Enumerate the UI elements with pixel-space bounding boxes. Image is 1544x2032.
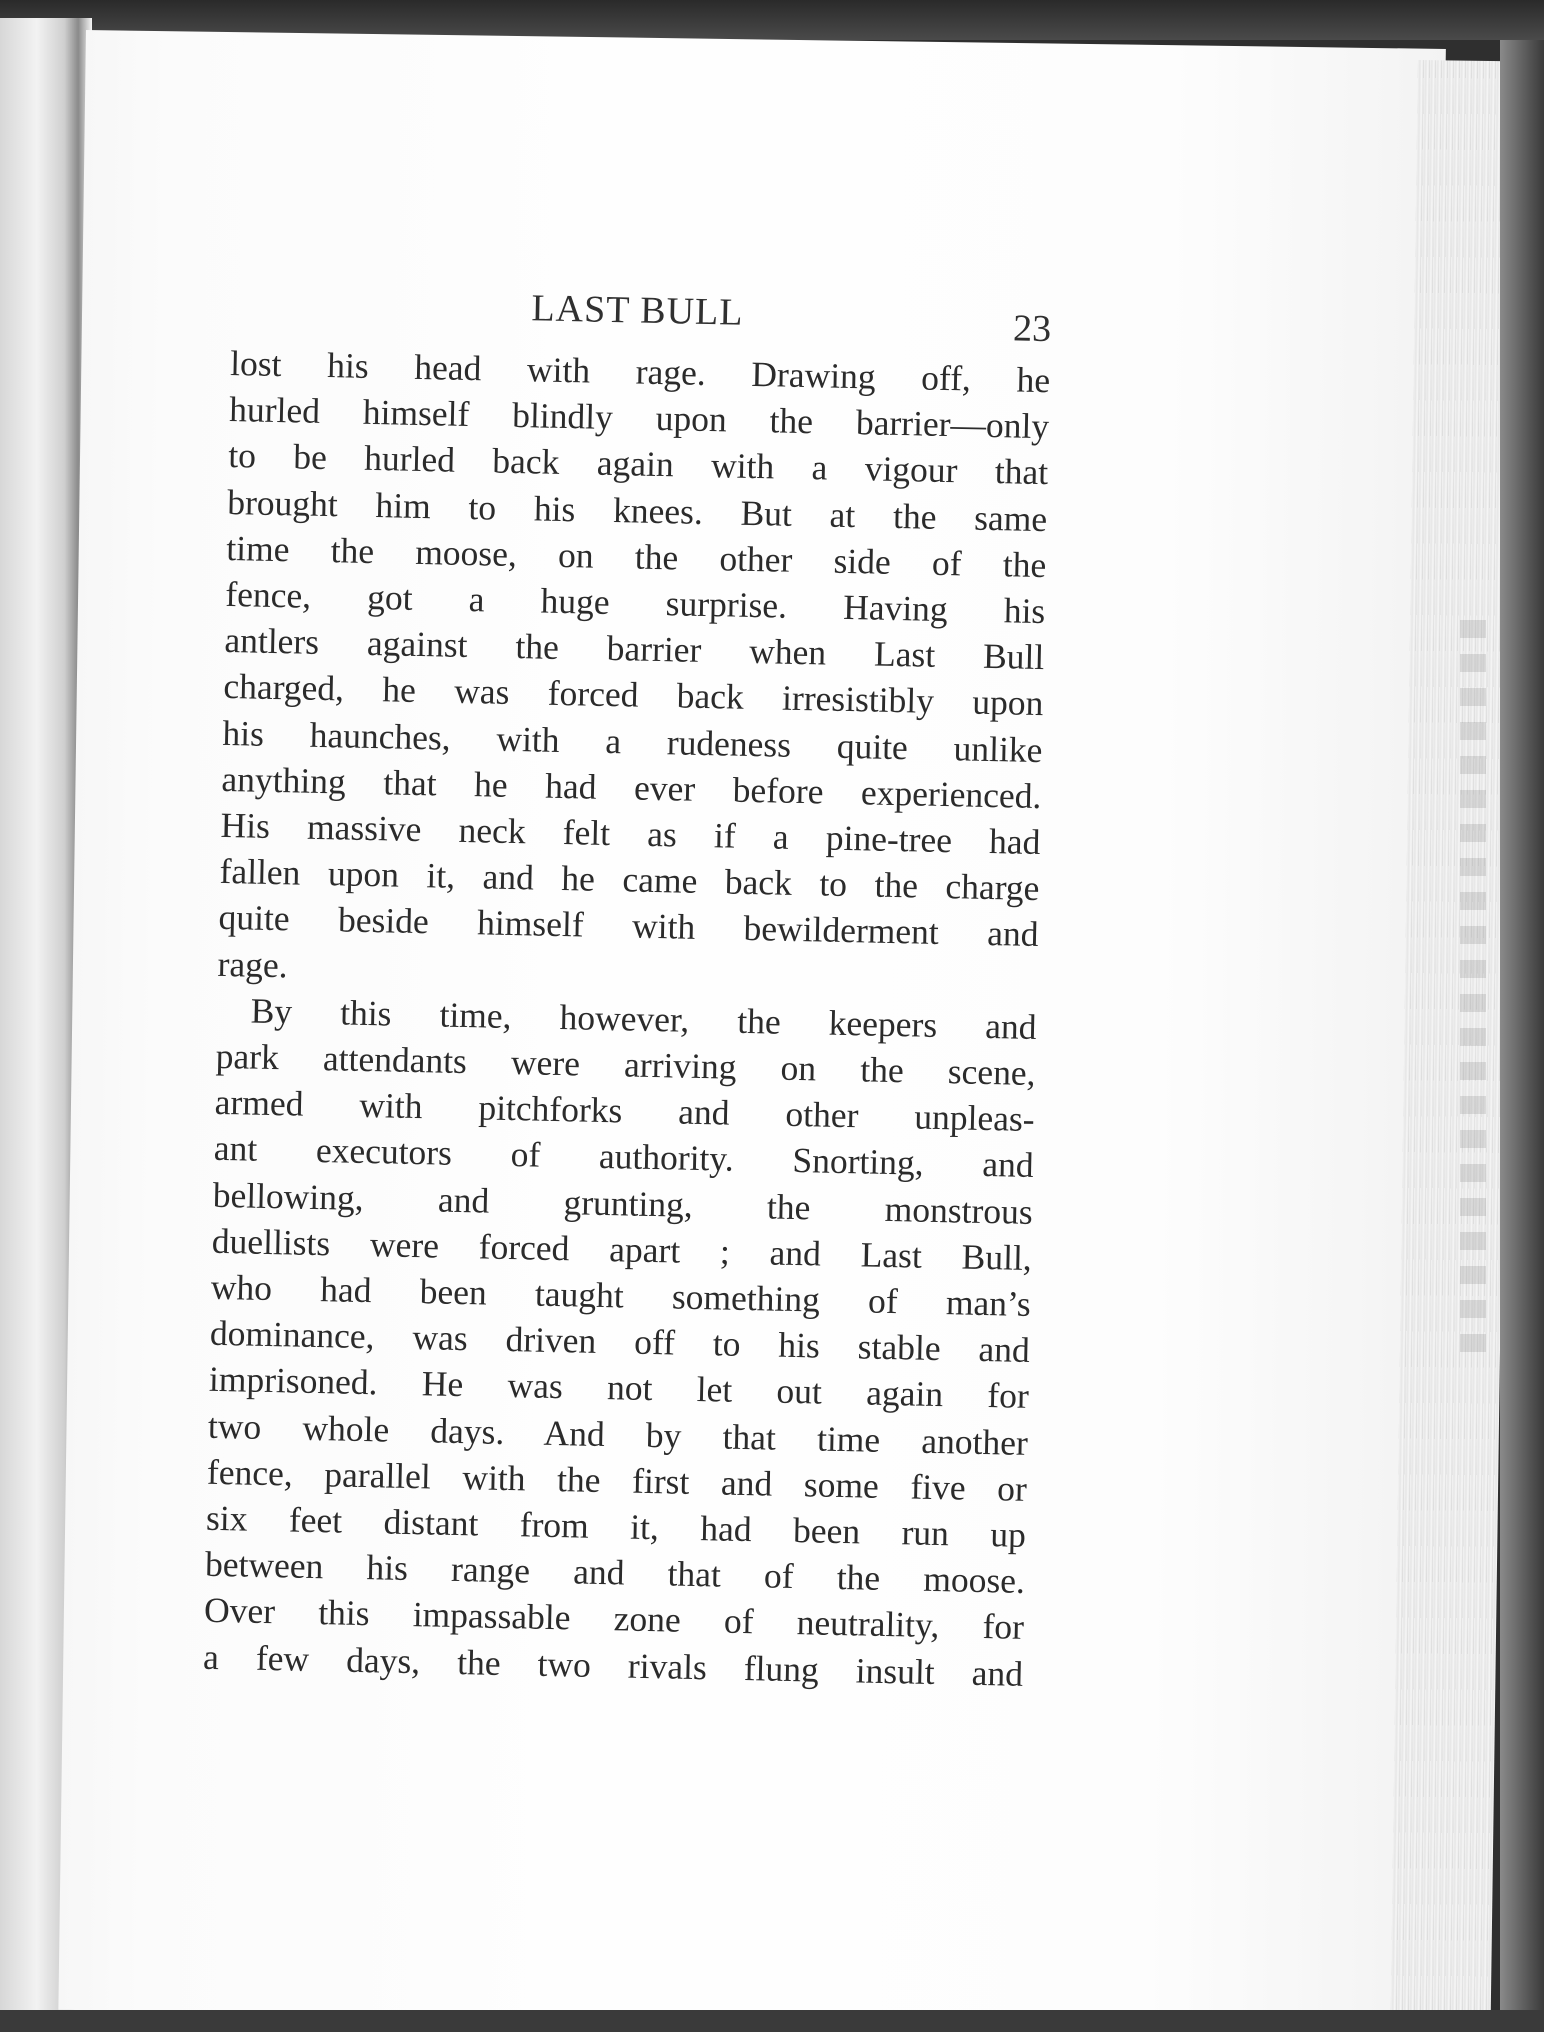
- text-line: to be hurled back again with a vigour that: [227, 435, 1049, 493]
- text-line: dominance, was driven off to his stable and: [209, 1313, 1031, 1371]
- text-line: fence, got a huge surprise. Having his: [225, 573, 1046, 632]
- text-line: quite beside himself with bewilderment and: [218, 897, 1039, 955]
- text-line: armed with pitchforks and other unpleas-: [214, 1082, 1036, 1140]
- text-line: His massive neck felt as if a pine-tree had: [220, 804, 1041, 863]
- text-line: his haunches, with a rudeness quite unlike: [222, 712, 1043, 770]
- paragraph-2: [203, 987, 1037, 1697]
- text-line: hurled himself blindly upon the barrier—only: [228, 389, 1050, 447]
- text-line: six feet distant from it, had been run up: [205, 1497, 1027, 1555]
- text-line: fence, parallel with the first and some five or: [206, 1451, 1028, 1509]
- text-line: anything that he had ever before experienced.: [221, 758, 1042, 816]
- text-line: two whole days. And by that time another: [207, 1405, 1029, 1463]
- text-line: charged, he was forced back irresistibly upon: [223, 666, 1044, 724]
- running-title: LAST BULL: [531, 287, 744, 334]
- text-line: time the moose, on the other side of the: [225, 527, 1047, 585]
- page-number: 23: [1012, 307, 1052, 351]
- paragraph-1: [217, 340, 1050, 1004]
- text-line: imprisoned. He was not let out again for: [208, 1359, 1030, 1417]
- scan-background-bottom: [0, 2010, 1544, 2032]
- text-line: bellowing, and grunting, the monstrous: [212, 1174, 1034, 1232]
- text-line: between his range and that of the moose.: [204, 1544, 1026, 1602]
- text-line: ant executors of authority. Snorting, and: [213, 1128, 1035, 1186]
- text-block: [203, 280, 1052, 1697]
- text-line: Over this impassable zone of neutrality, for: [203, 1590, 1025, 1648]
- text-line: fallen upon it, and he came back to the charge: [219, 851, 1040, 909]
- text-line: By this time, however, the keepers and: [250, 990, 1037, 1047]
- show-through-print: [1460, 620, 1486, 1360]
- text-line: brought him to his knees. But at the same: [226, 481, 1048, 539]
- text-line: who had been taught something of man’s: [210, 1266, 1032, 1325]
- text-line: park attendants were arriving on the scene,: [215, 1035, 1036, 1094]
- binding-shadow: [1500, 40, 1544, 2032]
- text-line: rage.: [217, 943, 289, 985]
- text-line: antlers against the barrier when Last Bull: [224, 620, 1045, 678]
- text-line: duellists were forced apart ; and Last Bull,: [211, 1220, 1033, 1278]
- text-line: a few days, the two rivals flung insult and: [202, 1636, 1024, 1694]
- text-line: lost his head with rage. Drawing off, he: [229, 342, 1051, 401]
